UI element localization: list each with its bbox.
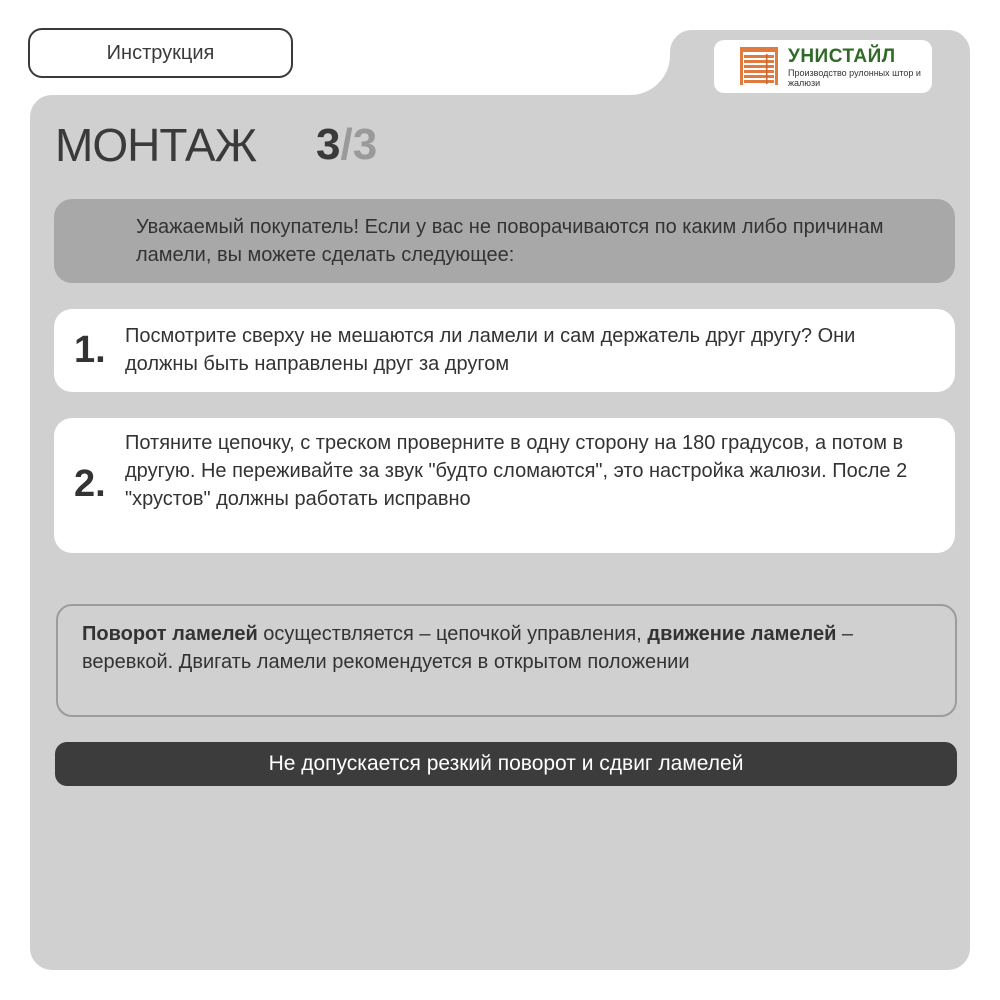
brand-logo	[714, 40, 932, 93]
step-number: 2.	[74, 463, 106, 505]
note-bold-rotation: Поворот ламелей	[82, 623, 258, 645]
instruction-label	[28, 28, 293, 78]
brand-name: УНИСТАЙЛ	[788, 46, 896, 67]
step-total: 3	[352, 120, 378, 169]
step-number: 1.	[74, 329, 106, 371]
roller-blind-icon	[738, 45, 780, 87]
note-text-part2: – веревкой. Двигать ламели рекомендуется в открытом положении	[82, 623, 854, 673]
brand-subtitle: Производство рулонных штор и жалюзи	[788, 68, 921, 88]
note-bold-movement: движение ламелей	[647, 623, 837, 645]
step-text: Потяните цепочку, с треском проверните в одну сторону на 180 градусов, а потом в другую. Не переживайте за звук "будто сломаются", это настройка жалюзи. После 2 "хрустов" должны работать исправно	[125, 432, 908, 510]
step-current: 3	[316, 120, 341, 169]
warning-banner	[55, 742, 957, 786]
note-text-part1: осуществляется – цепочкой управления,	[257, 623, 648, 645]
intro-text: Уважаемый покупатель! Если у вас не поворачиваются по каким либо причинам ламели, вы можете сделать следующее:	[136, 216, 884, 266]
step-text: Посмотрите сверху не мешаются ли ламели и сам держатель друг другу? Они должны быть направлены друг за другом	[125, 325, 856, 375]
step-card-2	[54, 418, 955, 553]
step-counter	[316, 120, 377, 170]
instruction-label-text: Инструкция	[106, 41, 215, 64]
step-card-1	[54, 309, 955, 392]
note-box	[56, 604, 957, 717]
step-separator: /	[340, 120, 353, 169]
note-text	[82, 620, 912, 676]
intro-box	[54, 199, 955, 283]
page-title: МОНТАЖ	[55, 119, 257, 171]
warning-text: Не допускается резкий поворот и сдвиг ламелей	[268, 752, 744, 775]
tab-corner-curve	[630, 55, 670, 95]
